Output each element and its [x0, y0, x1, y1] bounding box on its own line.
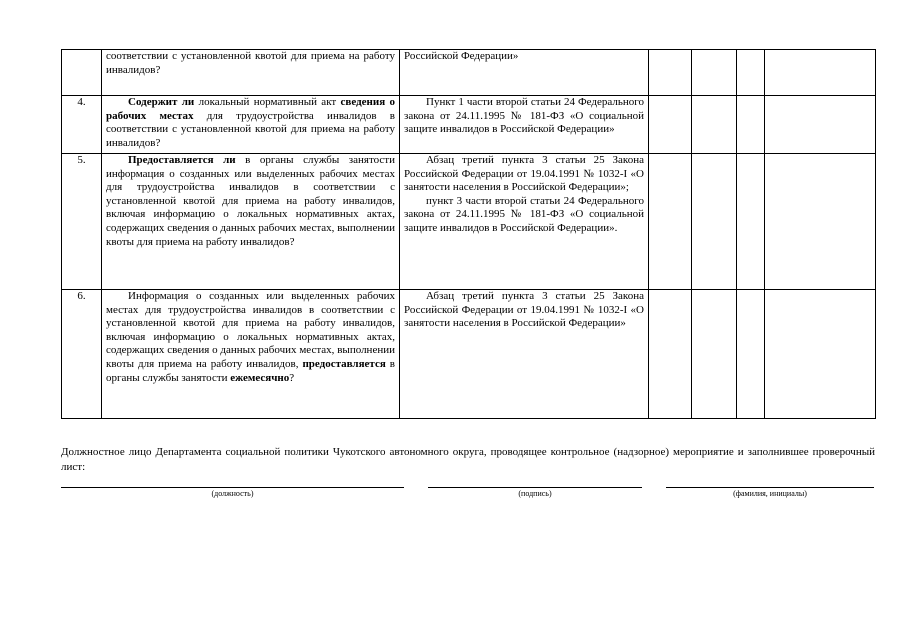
basis-cell [400, 50, 649, 96]
legal-basis-text: Российской Федерации» [404, 50, 519, 62]
basis-cell [400, 96, 649, 154]
note-cell[interactable] [765, 290, 876, 419]
answer-yes-cell[interactable] [649, 154, 692, 290]
question-text: для трудоустройства инвалидов в соответствии с установленной квотой для приема на работу инвалидов? [106, 109, 395, 149]
basis-cell [400, 290, 649, 419]
answer-no-cell[interactable] [692, 290, 737, 419]
legal-basis-text: пункт 3 части второй статьи 24 Федерального закона от 24.11.1995 № 181-ФЗ «О социальной защите инвалидов в Российской Федерации». [404, 194, 644, 234]
note-cell[interactable] [765, 154, 876, 290]
footer-statement: Должностное лицо Департамента социальной политики Чукотского автономного округа, проводящее контрольное (надзорное) мероприятие и заполнившее проверочный лист: [61, 446, 875, 473]
table-row [62, 290, 876, 419]
question-emphasis: сведения о рабочих местах [106, 96, 395, 122]
basis-cell [400, 154, 649, 290]
signature-line[interactable] [428, 487, 642, 488]
question-emphasis: Содержит ли [128, 96, 195, 108]
answer-na-cell[interactable] [737, 96, 765, 154]
row-number: 5. [62, 154, 102, 290]
answer-yes-cell[interactable] [649, 96, 692, 154]
answer-no-cell[interactable] [692, 154, 737, 290]
question-text: в органы службы занятости [106, 357, 395, 384]
question-cell [102, 154, 400, 290]
checklist-table [61, 49, 876, 419]
name-line[interactable] [666, 487, 874, 488]
question-emphasis: предоставляется [302, 357, 386, 370]
row-number: 4. [62, 96, 102, 154]
position-caption: (должность) [211, 489, 254, 498]
question-emphasis: ежемесячно [230, 371, 290, 384]
answer-no-cell[interactable] [692, 50, 737, 96]
question-text: соответствии с установленной квотой для приема на работу инвалидов? [106, 50, 395, 76]
legal-basis-text: Абзац третий пункта 3 статьи 25 Закона Российской Федерации от 19.04.1991 № 1032-I «О занятости населения в Российской Федерации»; [404, 154, 644, 194]
row-number: 6. [62, 290, 102, 419]
name-caption: (фамилия, инициалы) [733, 489, 807, 498]
row-number [62, 50, 102, 96]
answer-yes-cell[interactable] [649, 290, 692, 419]
question-emphasis: Предоставляется ли [128, 154, 236, 166]
question-text: ? [289, 371, 295, 384]
question-cell [102, 96, 400, 154]
answer-na-cell[interactable] [737, 154, 765, 290]
question-text: локальный нормативный акт [194, 96, 341, 108]
question-cell [102, 290, 400, 419]
answer-no-cell[interactable] [692, 96, 737, 154]
question-text: в органы службы занятости информация о созданных или выделенных рабочих местах для трудоустройства инвалидов в соответствии с установленной квотой для приема на работу инвалидов, включая информацию о локальных нормативных актах, содержащих сведения о данных рабочих местах, выполнении квоты для приема на работу инвалидов? [106, 154, 395, 248]
table-row [62, 154, 876, 290]
table-row [62, 50, 876, 96]
position-line[interactable] [61, 487, 404, 488]
answer-na-cell[interactable] [737, 50, 765, 96]
signature-caption: (подпись) [518, 489, 552, 498]
answer-yes-cell[interactable] [649, 50, 692, 96]
question-text: Информация о созданных или выделенных рабочих местах для трудоустройства инвалидов в соответствии с установленной квотой для приема на работу инвалидов, включая информацию о локальных нормативных актах, содержащих сведения о данных рабочих местах, выполнении квоты для приема на работу инвалидов, [106, 290, 395, 370]
table-row [62, 96, 876, 154]
legal-basis-text: Абзац третий пункта 3 статьи 25 Закона Российской Федерации от 19.04.1991 № 1032-I «О занятости населения в Российской Федерации» [404, 290, 644, 330]
note-cell[interactable] [765, 96, 876, 154]
answer-na-cell[interactable] [737, 290, 765, 419]
legal-basis-text: Пункт 1 части второй статьи 24 Федерального закона от 24.11.1995 № 181-ФЗ «О социальной защите инвалидов в Российской Федерации» [404, 96, 644, 136]
question-cell [102, 50, 400, 96]
note-cell[interactable] [765, 50, 876, 96]
